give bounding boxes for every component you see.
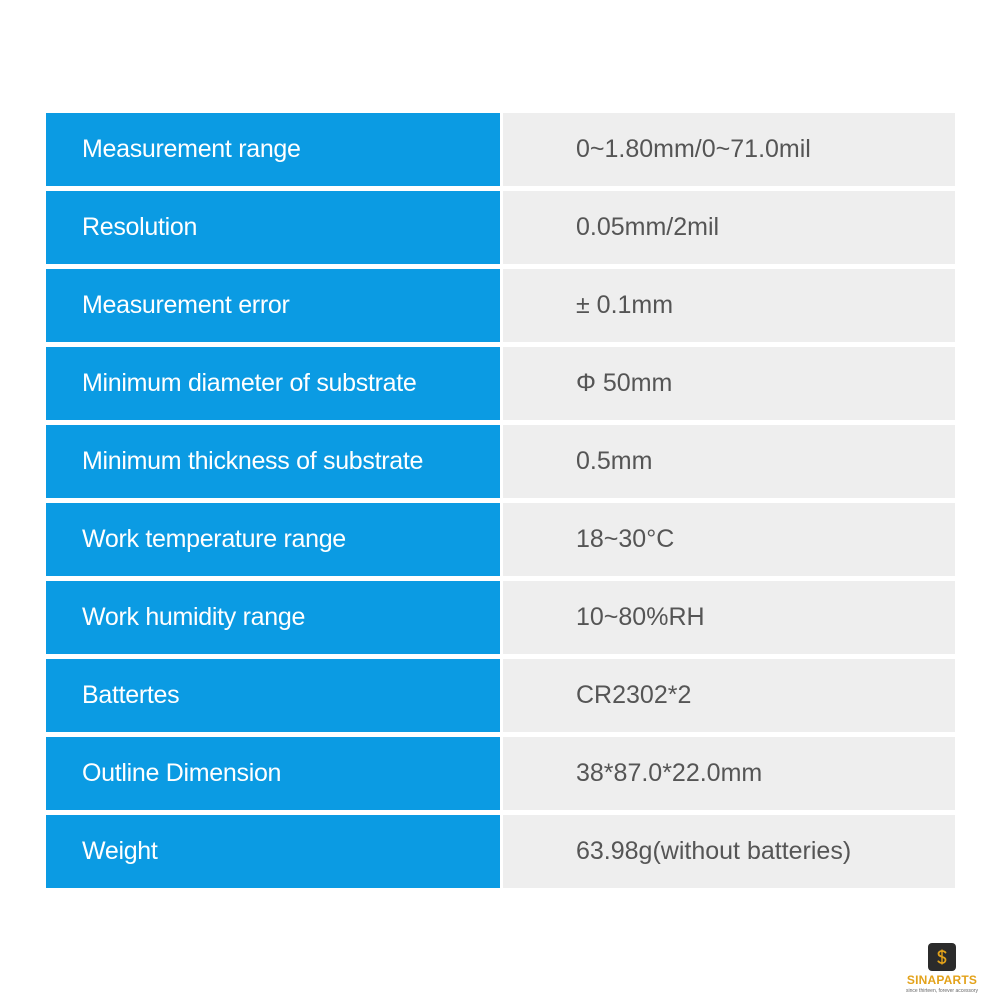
spec-row <box>46 269 955 342</box>
spec-row <box>46 113 955 186</box>
dollar-s-icon <box>928 943 956 971</box>
spec-value: Φ 50mm <box>503 347 955 420</box>
sinaparts-logo <box>896 943 988 994</box>
spec-value: 0.05mm/2mil <box>503 191 955 264</box>
spec-row <box>46 737 955 810</box>
spec-label: Minimum thickness of substrate <box>46 425 500 498</box>
spec-label: Minimum diameter of substrate <box>46 347 500 420</box>
spec-label: Measurement range <box>46 113 500 186</box>
spec-value: 0.5mm <box>503 425 955 498</box>
spec-label: Battertes <box>46 659 500 732</box>
spec-row <box>46 425 955 498</box>
spec-table <box>46 113 955 893</box>
spec-value: 18~30°C <box>503 503 955 576</box>
spec-label: Weight <box>46 815 500 888</box>
logo-tagline: since thirteen, forever accessory <box>906 988 978 994</box>
spec-label: Outline Dimension <box>46 737 500 810</box>
spec-label: Work humidity range <box>46 581 500 654</box>
logo-name: SINAPARTS <box>906 973 978 987</box>
spec-row <box>46 347 955 420</box>
spec-row <box>46 191 955 264</box>
spec-value: 63.98g(without batteries) <box>503 815 955 888</box>
spec-label: Measurement error <box>46 269 500 342</box>
spec-row <box>46 659 955 732</box>
spec-label: Resolution <box>46 191 500 264</box>
spec-value: CR2302*2 <box>503 659 955 732</box>
spec-value: ± 0.1mm <box>503 269 955 342</box>
spec-row <box>46 503 955 576</box>
spec-value: 10~80%RH <box>503 581 955 654</box>
spec-value: 0~1.80mm/0~71.0mil <box>503 113 955 186</box>
spec-label: Work temperature range <box>46 503 500 576</box>
spec-row <box>46 581 955 654</box>
spec-row <box>46 815 955 888</box>
spec-value: 38*87.0*22.0mm <box>503 737 955 810</box>
